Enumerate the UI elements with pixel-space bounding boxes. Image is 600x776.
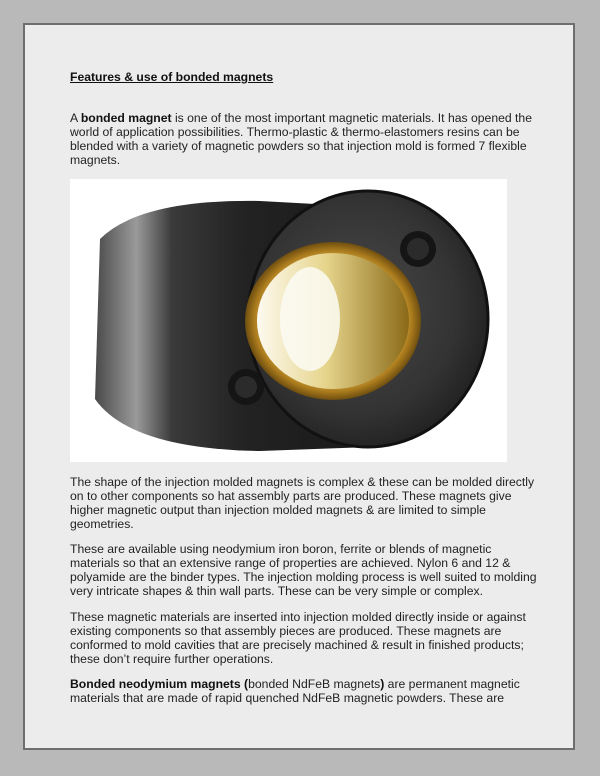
p1-rest: is one of the most important magnetic materials. It has opened the world of application possibilities. Thermo-plastic & thermo-elastomers resins can be blended with a variety of magnetic powders so that injection mold is formed 7 flexible magnets. — [70, 111, 532, 167]
p5-bold-term: Bonded neodymium magnets — [70, 677, 241, 691]
p1-bold-term: bonded magnet — [80, 111, 172, 125]
p5-paren-open: ( — [240, 677, 249, 691]
paragraph-materials: These are available using neodymium iron boron, ferrite or blends of magnetic materials so that an extensive range of properties are achieved. Nylon 6 and 12 & polyamide are the binder types. The injection molding process is well suited to molding very intricate shapes & thin wall parts. These can be very simple or complex. — [70, 542, 537, 598]
magnet-photo — [70, 179, 507, 462]
p5-paren-close: ) — [380, 677, 385, 691]
paragraph-shape: The shape of the injection molded magnets is complex & these can be molded directly on to other components so hat assembly parts are produced. These magnets give higher magnetic output than injection molded magnets & are limited to simple geometries. — [70, 475, 535, 531]
page-title: Features & use of bonded magnets — [70, 70, 274, 84]
p1-prefix: A — [70, 111, 81, 125]
paragraph-inserts: These magnetic materials are inserted into injection molded directly inside or against existing components so that assembly pieces are produced. These magnets are conformed to mold cavities that are precisely machined & result in finished products; these don’t require further operations. — [70, 610, 526, 666]
p5-paren-text: bonded NdFeB magnets — [248, 677, 381, 691]
paragraph-neodymium — [70, 677, 540, 705]
paragraph-intro — [70, 111, 540, 167]
p5-rest: are permanent magnetic materials that are made of rapid quenched NdFeB magnetic powders. These are — [70, 677, 520, 705]
